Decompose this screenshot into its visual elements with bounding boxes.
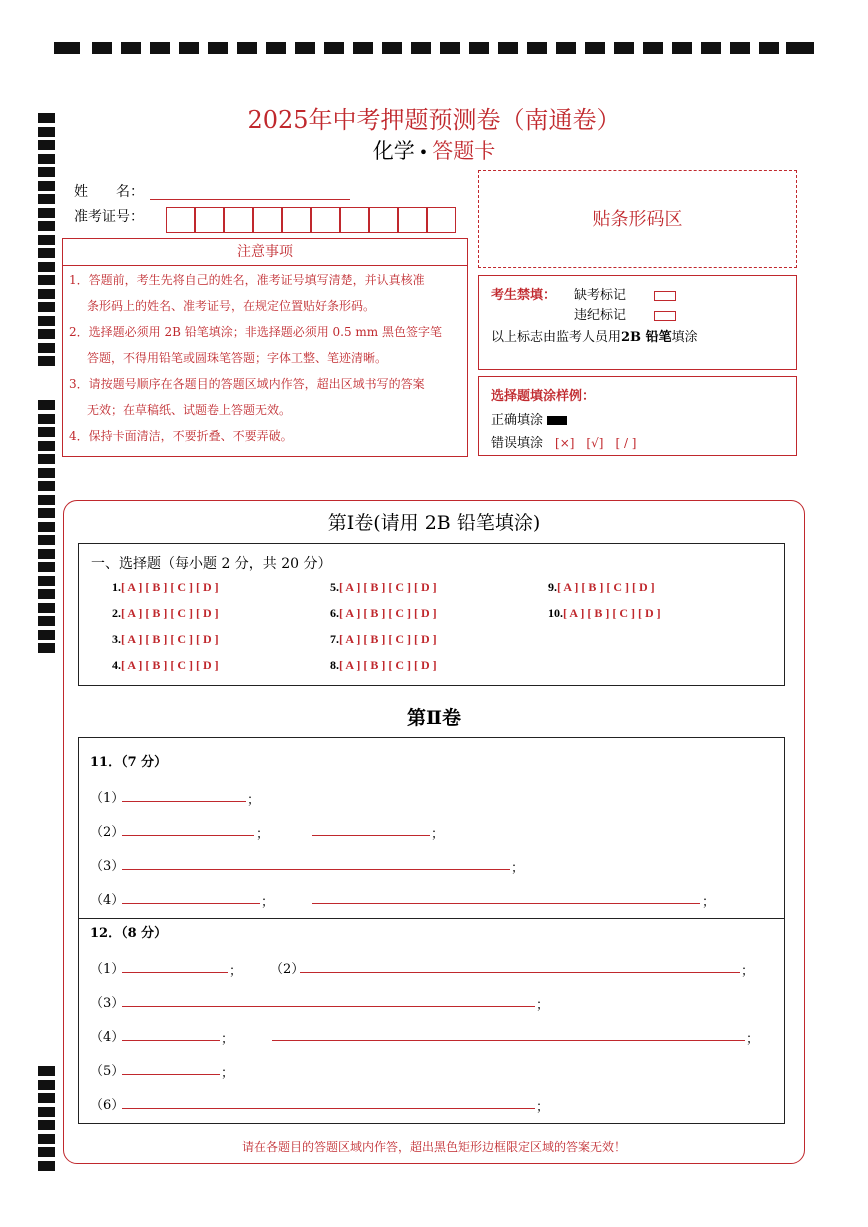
mcq-options[interactable]: [ A ] [ B ] [ C ] [ D ] [339,606,437,620]
timing-mark [38,329,55,339]
id-digit-box[interactable] [427,207,456,233]
q12-2-answer[interactable] [300,972,740,973]
mcq-question-5[interactable]: 5.[ A ] [ B ] [ C ] [ D ] [330,580,437,594]
mcq-options[interactable]: [ A ] [ B ] [ C ] [ D ] [339,580,437,594]
semicolon: ； [511,861,525,876]
barcode-area [478,170,797,268]
mcq-question-2[interactable]: 2.[ A ] [ B ] [ C ] [ D ] [112,606,219,620]
q12-1-label: （1） [90,962,125,977]
notice-line: 1．答题前，考生先将自己的姓名，准考证号填写清楚，并认真核准 [69,273,425,287]
q12-5-label: （5） [90,1064,125,1079]
semicolon: ； [536,1100,550,1115]
mcq-question-9[interactable]: 9.[ A ] [ B ] [ C ] [ D ] [548,580,655,594]
mcq-options[interactable]: [ A ] [ B ] [ C ] [ D ] [121,632,219,646]
examiner-note-b: 2B 铅笔 [621,330,672,345]
q12-1-answer[interactable] [122,972,228,973]
timing-mark [38,221,55,231]
violation-mark-box[interactable] [654,311,676,321]
semicolon: ； [431,827,445,842]
part2-title: 第Ⅱ卷 [406,707,461,729]
semicolon: ； [247,793,261,808]
question-divider [79,918,784,919]
timing-mark [38,248,55,258]
id-digit-box[interactable] [166,207,195,233]
q11-1-answer[interactable] [122,801,246,802]
q12-5-answer[interactable] [122,1074,220,1075]
timing-mark [38,181,55,191]
semicolon: ； [702,895,716,910]
subject-label: 化学 [372,139,415,163]
notice-line: 无效；在草稿纸、试题卷上答题无效。 [87,403,292,417]
mcq-options[interactable]: [ A ] [ B ] [ C ] [ D ] [339,632,437,646]
correct-fill-row [491,409,567,428]
notice-box [62,238,468,457]
notice-line: 2．选择题必须用 2B 铅笔填涂；非选择题必须用 0.5 mm 黑色签字笔 [69,325,443,339]
timing-mark [38,427,55,437]
mcq-question-7[interactable]: 7.[ A ] [ B ] [ C ] [ D ] [330,632,437,646]
timing-mark [38,576,55,586]
q12-3-label: （3） [90,996,125,1011]
mcq-options[interactable]: [ A ] [ B ] [ C ] [ D ] [121,658,219,672]
id-digit-box[interactable] [282,207,311,233]
q12-header: 12．（8 分） [90,926,168,941]
timing-mark [38,535,55,545]
id-digit-box[interactable] [340,207,369,233]
exam-id-label: 准考证号： [74,209,144,225]
semicolon: ； [221,1066,235,1081]
q12-4-label: （4） [90,1030,125,1045]
notice-line: 3．请按题号顺序在各题目的答题区域内作答，超出区域书写的答案 [69,377,425,391]
q12-6-label: （6） [90,1098,125,1113]
timing-mark [38,167,55,177]
mcq-question-4[interactable]: 4.[ A ] [ B ] [ C ] [ D ] [112,658,219,672]
forbidden-label: 考生禁填： [491,288,557,303]
notice-line: 4．保持卡面清洁，不要折叠、不要弄破。 [69,429,293,443]
timing-mark [38,630,55,640]
q12-4a-answer[interactable] [122,1040,220,1041]
timing-mark [38,454,55,464]
timing-mark [38,316,55,326]
timing-mark [38,603,55,613]
absent-mark-box[interactable] [654,291,676,301]
q11-3-label: （3） [90,859,125,874]
id-digit-box[interactable] [398,207,427,233]
timing-mark [38,235,55,245]
barcode-area-label: 贴条形码区 [592,209,683,230]
violation-mark-row [574,304,676,323]
violation-mark-label: 违纪标记 [574,308,627,323]
semicolon: ； [229,964,243,979]
semicolon: ； [536,998,550,1013]
timing-mark [38,302,55,312]
q12-2-label: （2） [270,962,305,977]
footer-warning: 请在各题目的答题区域内作答，超出黑色矩形边框限定区域的答案无效！ [241,1140,626,1154]
mcq-section-title: 一、选择题（每小题 2 分，共 20 分） [91,556,332,572]
timing-mark [38,481,55,491]
q11-header: 11．（7 分） [90,755,168,770]
q11-4b-answer[interactable] [312,903,700,904]
timing-mark [38,1080,55,1090]
id-digit-box[interactable] [311,207,340,233]
absent-mark-label: 缺考标记 [574,288,627,303]
examiner-note [491,326,698,345]
wrong-fill-row [491,432,636,451]
mcq-question-10[interactable]: 10.[ A ] [ B ] [ C ] [ D ] [548,606,661,620]
timing-mark [38,589,55,599]
absent-mark-row [574,284,676,303]
timing-mark [38,468,55,478]
correct-fill-mark [547,416,567,425]
semicolon: ； [746,1032,760,1047]
timing-marks-top [54,42,814,54]
answer-card-label: 答题卡 [432,139,496,163]
timing-mark [38,275,55,285]
semicolon: ； [261,895,275,910]
id-digit-box[interactable] [369,207,398,233]
mcq-options[interactable]: [ A ] [ B ] [ C ] [ D ] [563,606,661,620]
mcq-question-6[interactable]: 6.[ A ] [ B ] [ C ] [ D ] [330,606,437,620]
semicolon: ； [256,827,270,842]
timing-mark [38,1107,55,1117]
id-digit-box[interactable] [224,207,253,233]
timing-mark [38,549,55,559]
q11-4-label: （4） [90,893,125,908]
q11-2b-answer[interactable] [312,835,430,836]
q12-6-answer[interactable] [122,1108,535,1109]
q11-4a-answer[interactable] [122,903,260,904]
exam-title: 2025年中考押题预测卷（南通卷） [247,106,621,134]
timing-mark [38,441,55,451]
q12-4b-answer[interactable] [272,1040,745,1041]
q11-2a-answer[interactable] [122,835,254,836]
card-title [0,135,868,165]
examiner-note-c: 填涂 [671,330,698,345]
q11-q12-box [78,737,785,1124]
timing-mark [38,616,55,626]
mcq-options[interactable]: [ A ] [ B ] [ C ] [ D ] [339,658,437,672]
examiner-only-box [478,275,797,370]
timing-mark [38,289,55,299]
timing-mark [38,495,55,505]
timing-mark [38,262,55,272]
part1-title: 第Ⅰ卷(请用 2B 铅笔填涂) [327,512,541,534]
notice-title: 注意事项 [63,239,467,266]
timing-mark [38,414,55,424]
semicolon: ； [741,964,755,979]
mcq-options[interactable]: [ A ] [ B ] [ C ] [ D ] [557,580,655,594]
timing-mark [38,343,55,353]
timing-mark [38,400,55,410]
timing-mark [38,1066,55,1076]
name-label: 姓 名： [74,184,144,200]
timing-mark [38,562,55,572]
wrong-fill-label: 错误填涂 [491,436,544,451]
wrong-fill-marks: [×] [√] [ / ] [555,436,637,450]
title-dot: • [418,143,429,162]
id-digit-box[interactable] [253,207,282,233]
timing-mark [38,1093,55,1103]
q12-3-answer[interactable] [122,1006,535,1007]
notice-line: 答题，不得用铅笔或圆珠笔答题；字体工整、笔迹清晰。 [87,351,388,365]
semicolon: ； [221,1032,235,1047]
timing-mark [38,356,55,366]
q11-2-label: （2） [90,825,125,840]
mcq-question-1[interactable]: 1.[ A ] [ B ] [ C ] [ D ] [112,580,219,594]
timing-mark [38,194,55,204]
q11-1-label: （1） [90,791,125,806]
correct-fill-label: 正确填涂 [491,413,544,428]
notice-line: 条形码上的姓名、准考证号，在规定位置贴好条形码。 [87,299,376,313]
mcq-question-8[interactable]: 8.[ A ] [ B ] [ C ] [ D ] [330,658,437,672]
timing-mark [38,208,55,218]
fill-sample-box [478,376,797,456]
timing-mark [38,1120,55,1130]
q11-3-answer[interactable] [122,869,510,870]
timing-mark [38,643,55,653]
name-field[interactable] [150,199,350,200]
id-digit-box[interactable] [195,207,224,233]
mcq-options[interactable]: [ A ] [ B ] [ C ] [ D ] [121,606,219,620]
mcq-options[interactable]: [ A ] [ B ] [ C ] [ D ] [121,580,219,594]
timing-mark [38,1161,55,1171]
fill-sample-title: 选择题填涂样例： [491,389,596,404]
examiner-note-a: 以上标志由监考人员用 [491,330,622,345]
mcq-question-3[interactable]: 3.[ A ] [ B ] [ C ] [ D ] [112,632,219,646]
